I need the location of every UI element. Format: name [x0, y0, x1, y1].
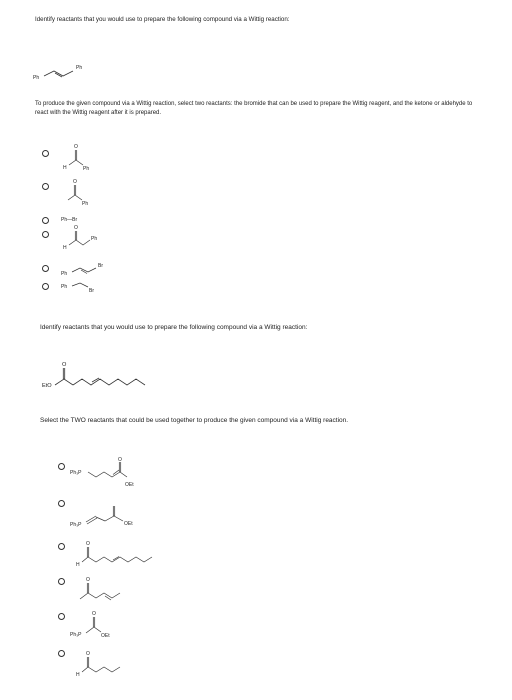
svg-text:Ph: Ph [61, 271, 68, 277]
q1-option-1-structure [60, 140, 100, 174]
q1-option-4-radio[interactable] [42, 231, 49, 238]
q1-option-6-radio[interactable] [42, 283, 49, 290]
svg-text:Ph₃P: Ph₃P [70, 632, 82, 638]
q1-option-2-radio[interactable] [42, 183, 49, 190]
q1-target-label-right: Ph [76, 65, 83, 71]
svg-text:OEt: OEt [125, 482, 134, 488]
q2-target-carbonyl-label: O [62, 362, 67, 368]
q1-option-2-structure [60, 175, 100, 209]
svg-text:H: H [76, 562, 80, 568]
q2-option-4-structure [74, 573, 154, 605]
svg-text:O: O [74, 144, 78, 150]
q2-option-6-structure [74, 646, 154, 680]
svg-text:Ph—Br: Ph—Br [61, 217, 78, 223]
svg-text:OEt: OEt [101, 633, 110, 639]
svg-text:O: O [86, 577, 90, 583]
question-2-prompt: Identify reactants that you would use to prepare the following compound via a Wittig reaction: [40, 324, 308, 331]
q2-option-4-radio[interactable] [58, 578, 65, 585]
svg-text:O: O [74, 225, 78, 231]
q2-option-3-radio[interactable] [58, 543, 65, 550]
q2-target-ester-label: EtO [42, 383, 52, 389]
svg-text:Ph₃P: Ph₃P [70, 470, 82, 476]
svg-text:H: H [63, 165, 67, 171]
q2-option-6-radio[interactable] [58, 650, 65, 657]
svg-text:Ph: Ph [91, 236, 98, 242]
q2-option-3-structure [74, 538, 164, 572]
svg-text:H: H [63, 245, 67, 251]
question-2-instructions: Select the TWO reactants that could be used together to produce the given compound via a Wittig reaction. [40, 417, 349, 424]
q1-option-1-radio[interactable] [42, 150, 49, 157]
q2-option-1-structure [70, 458, 160, 494]
svg-text:Br: Br [98, 263, 103, 269]
svg-text:O: O [118, 457, 122, 463]
svg-text:Ph: Ph [61, 284, 68, 290]
q1-option-6-structure [60, 278, 110, 296]
svg-text:Br: Br [89, 288, 94, 294]
svg-text:O: O [92, 611, 96, 617]
question-1-instructions: To produce the given compound via a Wittig reaction, select two reactants: the bromide that can be used to prepare the Wittig reagent, and the ketone or aldehyde to react with the Wittig reagent after it is prepared. [35, 101, 473, 116]
q1-option-5-radio[interactable] [42, 265, 49, 272]
question-1-prompt: Identify reactants that you would use to prepare the following compound via a Wittig reaction: [35, 16, 290, 23]
q1-option-3-radio[interactable] [42, 217, 49, 224]
svg-text:Ph: Ph [83, 166, 90, 172]
q2-option-2-radio[interactable] [58, 500, 65, 507]
q2-option-2-structure [70, 498, 160, 530]
q2-target-structure [40, 355, 170, 395]
q1-target-structure [30, 58, 140, 88]
svg-text:OEt: OEt [124, 521, 133, 527]
q2-option-5-radio[interactable] [58, 613, 65, 620]
q1-option-4-structure [60, 222, 120, 252]
svg-text:O: O [86, 651, 90, 657]
svg-text:H: H [76, 672, 80, 678]
svg-text:Ph: Ph [82, 201, 89, 207]
svg-text:O: O [86, 541, 90, 547]
svg-text:O: O [73, 179, 77, 185]
svg-text:Ph₃P: Ph₃P [70, 522, 82, 528]
q1-target-label-left: Ph [33, 75, 40, 81]
q2-option-1-radio[interactable] [58, 463, 65, 470]
q2-option-5-structure [70, 608, 160, 644]
